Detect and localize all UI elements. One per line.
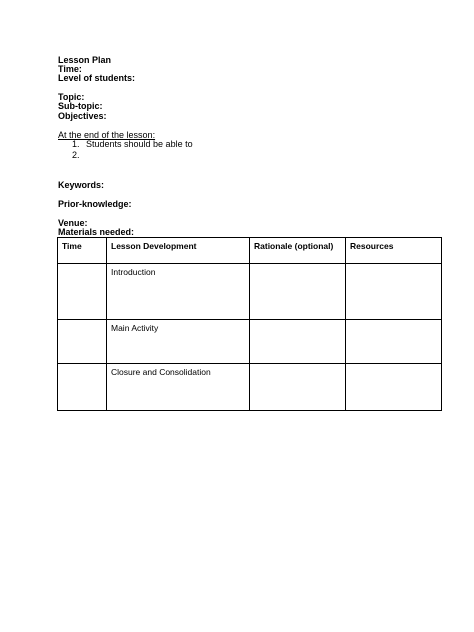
time-cell: [58, 364, 107, 411]
objective-number: 2.: [72, 150, 80, 160]
table-row: [58, 264, 442, 320]
table-row: [58, 364, 442, 411]
table-header-row: [58, 238, 442, 264]
time-label: Time:: [58, 64, 82, 74]
time-cell: [58, 320, 107, 364]
table-row: [58, 320, 442, 364]
header-rationale: Rationale (optional): [250, 238, 346, 264]
time-cell: [58, 264, 107, 320]
rationale-cell: [250, 264, 346, 320]
resources-cell: [346, 320, 442, 364]
lesson-development-cell: Introduction: [107, 264, 250, 320]
level-label: Level of students:: [58, 73, 136, 83]
topic-label: Topic:: [58, 92, 85, 102]
lesson-development-cell: Closure and Consolidation: [107, 364, 250, 411]
objectives-label: Objectives:: [58, 111, 107, 121]
rationale-cell: [250, 364, 346, 411]
subtopic-label: Sub-topic:: [58, 101, 103, 111]
objective-number: 1.: [72, 139, 80, 149]
lesson-plan-table: [57, 237, 442, 411]
end-of-lesson-heading: At the end of the lesson:: [58, 130, 156, 140]
keywords-label: Keywords:: [58, 180, 105, 190]
materials-label: Materials needed:: [58, 227, 135, 237]
header-time: Time: [58, 238, 107, 264]
lesson-development-cell: Main Activity: [107, 320, 250, 364]
resources-cell: [346, 264, 442, 320]
header-lesson-development: Lesson Development: [107, 238, 250, 264]
prior-knowledge-label: Prior-knowledge:: [58, 199, 132, 209]
resources-cell: [346, 364, 442, 411]
rationale-cell: [250, 320, 346, 364]
venue-label: Venue:: [58, 218, 88, 228]
document-title: Lesson Plan: [58, 55, 112, 65]
objective-text: Students should be able to: [86, 139, 193, 149]
header-resources: Resources: [346, 238, 442, 264]
objective-item-2: [72, 150, 86, 160]
objective-item-1: [72, 139, 193, 149]
